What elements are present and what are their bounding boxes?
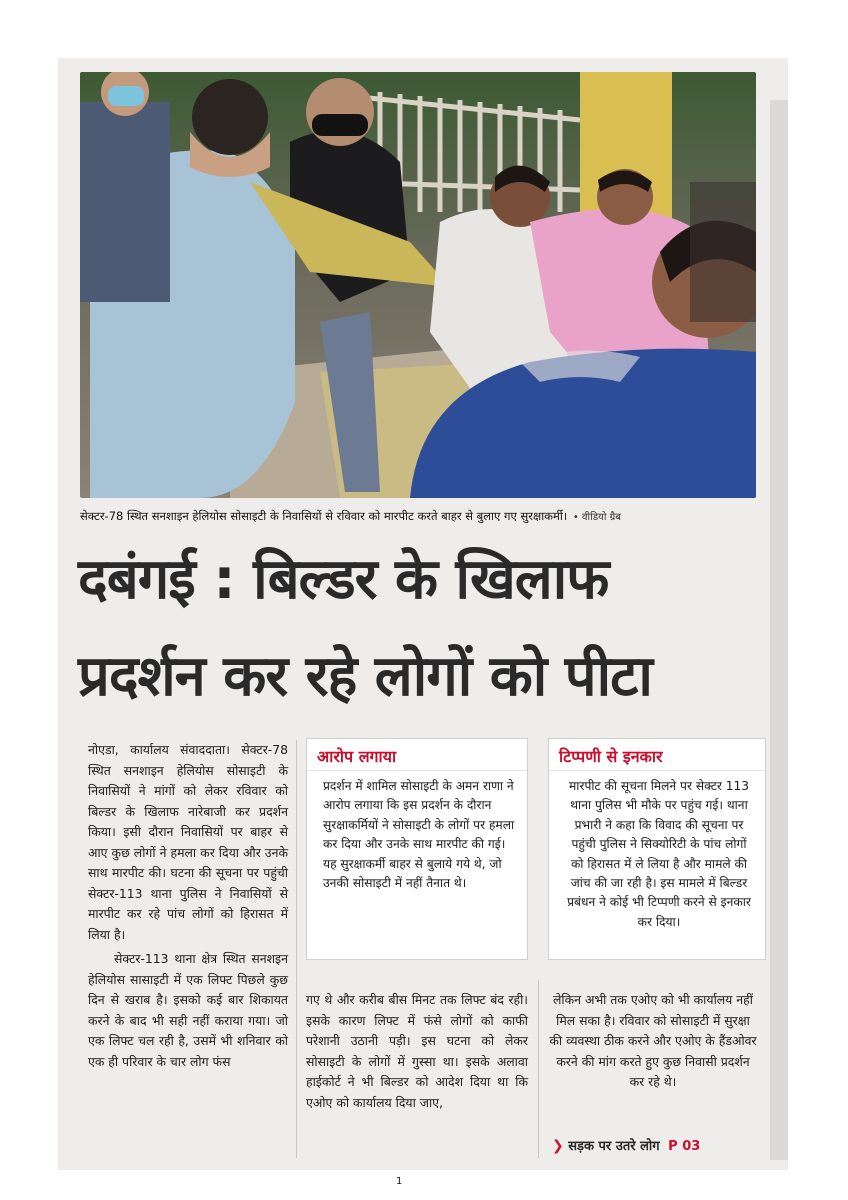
page-reference xyxy=(552,1136,700,1158)
reference-text: सड़क पर उतरे लोग xyxy=(568,1139,660,1154)
article-paragraph: नोएडा, कार्यालय संवाददाता। सेक्टर-78 स्थित सनशाइन हेलियोस सोसाइटी के निवासियों ने मांगों को लेकर रविवार को बिल्डर के खिलाफ नारेबाजी कर प्रदर्शन किया। इसी दौरान निवासियों पर बाहर से आए कुछ लोगों ने हमला कर दिया और उनके साथ मारपीट की। घटना की सूचना पर पहुंची सेक्टर-113 थाना पुलिस ने निवासियों से मारपीट कर रहे पांच लोगों को हिरासत में लिया है। xyxy=(88,742,288,942)
headline-line-1: दबंगई : बिल्डर के खिलाफ xyxy=(78,547,609,612)
article-column-3: लेकिन अभी तक एओए को भी कार्यालय नहीं मिल सका है। रविवार को सोसाइटी में सुरक्षा की व्यवस्था ठीक करने और एओए के हैंडओवर करने की मांग करते हुए कुछ निवासी प्रदर्शन कर रहे थे। xyxy=(549,992,757,1089)
article-paragraph: सेक्टर-113 थाना क्षेत्र स्थित सनशइन हेलियोस सासाइटी में एक लिफ्ट पिछले कुछ दिन से खराब है। इसको कई बार शिकायत करने के बाद भी सही नहीं कराया गया। जो एक लिफ्ट चल रही है, उसमें भी शनिवार को एक ही परिवार के चार लोग फंस xyxy=(88,951,288,1069)
column-divider xyxy=(296,740,297,1158)
box-title: टिप्पणी से इनकार xyxy=(549,739,765,771)
sidebar-box-no-comment xyxy=(548,738,766,960)
box-body: प्रदर्शन में शामिल सोसाइटी के अमन राणा ने आरोप लगाया कि इस प्रदर्शन के दौरान सुरक्षाकर्मियों ने सोसाइटी के लोगों पर हमला कर दिया और उनके साथ मारपीट की गई। यह सुरक्षाकर्मी बाहर से बुलाये गये थे, जो उनकी सोसाइटी में नहीं तैनात थे। xyxy=(323,779,515,891)
page-number: 1 xyxy=(396,1176,403,1187)
photo-illustration xyxy=(80,72,756,498)
chevron-right-icon: ❯ xyxy=(552,1138,564,1154)
news-photo xyxy=(80,72,756,498)
box-body: मारपीट की सूचना मिलने पर सेक्टर 113 थाना पुलिस भी मौके पर पहुंच गई। थाना प्रभारी ने कहा कि विवाद की सूचना पर पहुंची पुलिस ने सिक्योरिटी के पांच लोगों को हिरासत में ले लिया है और मामले की जांच की जा रही है। इस मामले में बिल्डर प्रबंधन ने कोई भी टिप्पणी करने से इनकार कर दिया। xyxy=(567,779,751,929)
headline-line-2: प्रदर्शन कर रहे लोगों को पीटा xyxy=(78,644,652,709)
caption-text: सेक्टर-78 स्थित सनशाइन हेलियोस सोसाइटी के निवासियों से रविवार को मारपीट करते बाहर से बुलाए गए सुरक्षाकर्मी। xyxy=(80,509,568,523)
article-column-1 xyxy=(88,740,288,1076)
article-column-2: गए थे और करीब बीस मिनट तक लिफ्ट बंद रही। इसके कारण लिफ्ट में फंसे लोगों को काफी परेशानी उठानी पड़ी। इस घटना को लेकर सोसाइटी के लोगों में गुस्सा था। इसके अलावा हाईकोर्ट ने भी बिल्डर को आदेश दिया था कि एओए को कार्यालय दिया जाए, xyxy=(306,992,528,1110)
column-divider xyxy=(538,980,539,1158)
sheet-edge-shadow xyxy=(770,100,788,1160)
box-title: आरोप लगाया xyxy=(307,739,527,771)
photo-caption xyxy=(80,506,756,526)
sidebar-box-allegation xyxy=(306,738,528,960)
reference-page: P 03 xyxy=(668,1139,701,1154)
photo-credit: • वीडियो ग्रैब xyxy=(572,512,621,523)
